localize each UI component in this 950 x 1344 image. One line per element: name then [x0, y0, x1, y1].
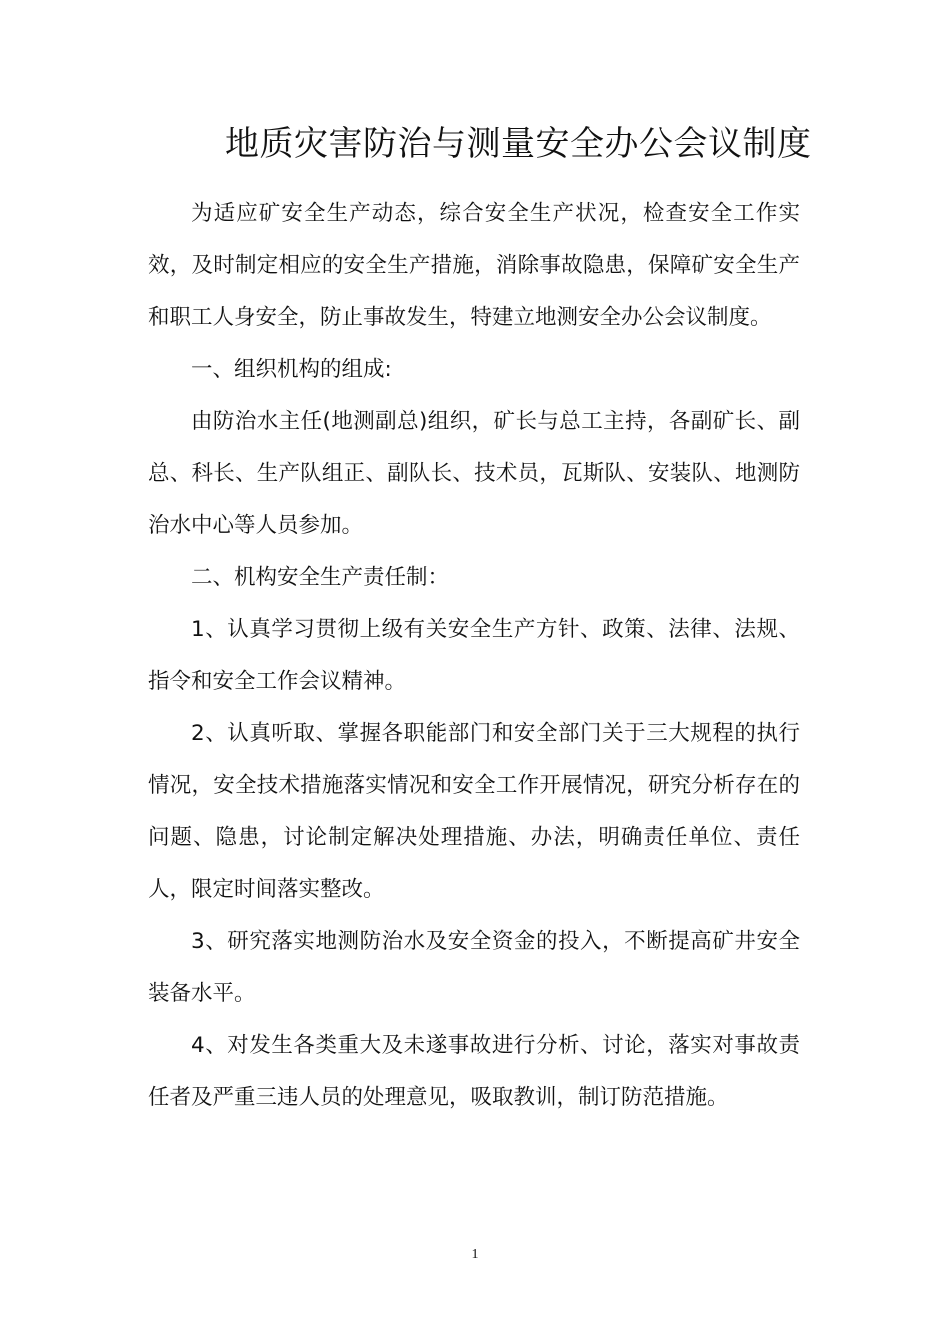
paragraph-item-4: 4、对发生各类重大及未遂事故进行分析、讨论，落实对事故责任者及严重三违人员的处理意见，吸取教训，制订防范措施。: [148, 1033, 800, 1110]
paragraph-organization: 由防治水主任(地测副总)组织，矿长与总工主持，各副矿长、副总、科长、生产队组正、副队长、技术员，瓦斯队、安装队、地测防治水中心等人员参加。: [148, 409, 800, 538]
paragraph-item-3: 3、研究落实地测防治水及安全资金的投入，不断提高矿井安全装备水平。: [148, 929, 800, 1006]
paragraph-intro: 为适应矿安全生产动态，综合安全生产状况，检查安全工作实效，及时制定相应的安全生产措施，消除事故隐患，保障矿安全生产和职工人身安全，防止事故发生，特建立地测安全办公会议制度。: [148, 201, 800, 330]
document-body: [148, 188, 800, 1124]
section-heading-responsibility: 二、机构安全生产责任制：: [191, 565, 450, 590]
paragraph-item-1: 1、认真学习贯彻上级有关安全生产方针、政策、法律、法规、指令和安全工作会议精神。: [148, 617, 800, 694]
document-title: 地质灾害防治与测量安全办公会议制度: [225, 124, 812, 164]
paragraph-item-2: 2、认真听取、掌握各职能部门和安全部门关于三大规程的执行情况，安全技术措施落实情况和安全工作开展情况，研究分析存在的问题、隐患，讨论制定解决处理措施、办法，明确责任单位、责任人，限定时间落实整改。: [148, 721, 800, 902]
section-heading-organization: 一、组织机构的组成:: [191, 357, 392, 382]
page-number: 1: [471, 1247, 479, 1262]
